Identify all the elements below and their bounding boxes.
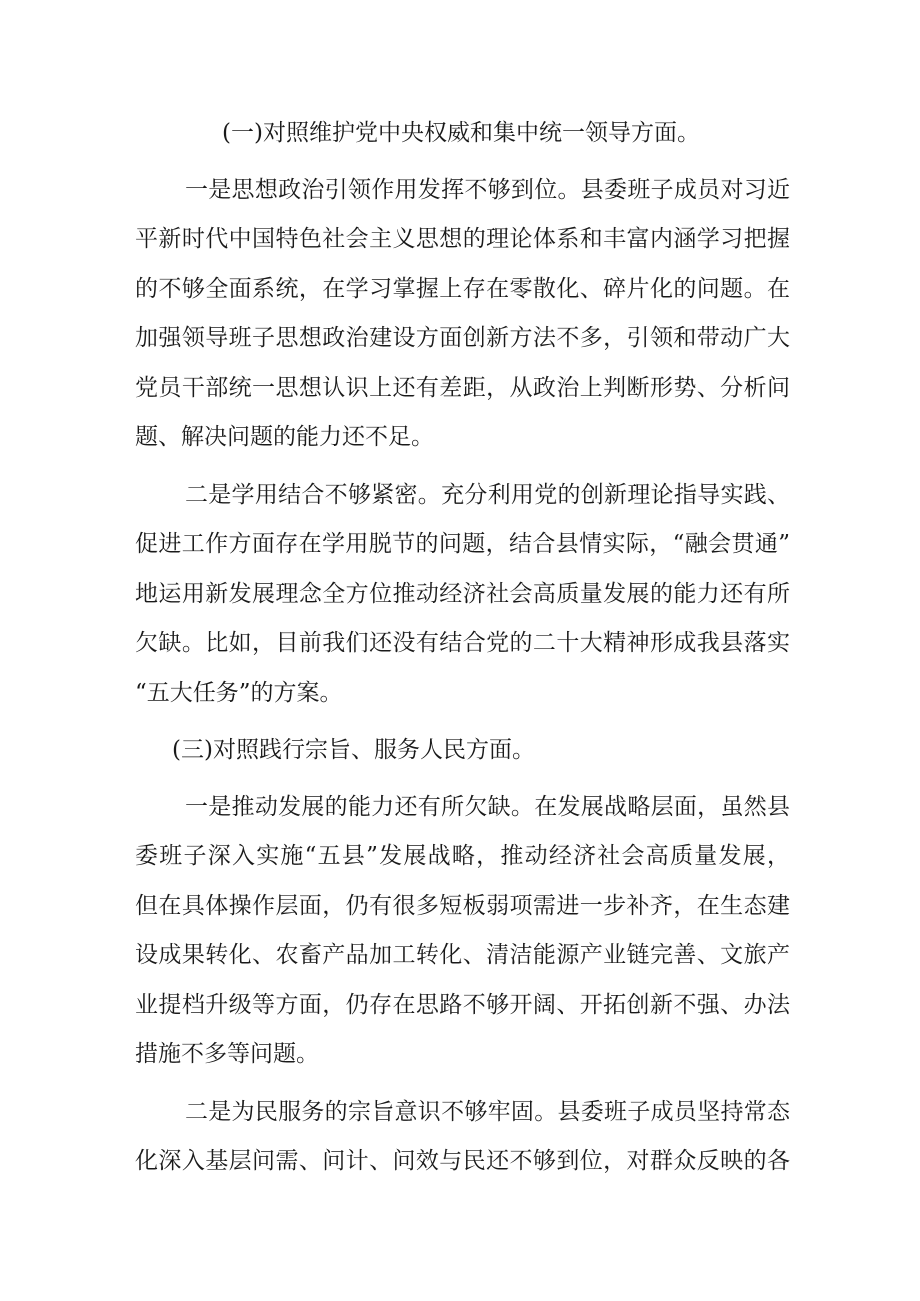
paragraph-line: 委班子深入实施“五县”发展战略，推动经济社会高质量发展， (135, 843, 790, 869)
paragraph-line: 一是推动发展的能力还有所欠缺。在发展战略层面，虽然县 (185, 794, 790, 820)
paragraph-line: 一是思想政治引领作用发挥不够到位。县委班子成员对习近 (185, 177, 790, 203)
paragraph-line: 题、解决问题的能力还不足。 (135, 424, 434, 450)
paragraph-line: 欠缺。比如，目前我们还没有结合党的二十大精神形成我县落实 (135, 630, 790, 656)
paragraph-line: 但在具体操作层面，仍有很多短板弱项需进一步补齐，在生态建 (135, 893, 790, 919)
paragraph-line: 措施不多等问题。 (135, 1041, 319, 1067)
paragraph-line: 地运用新发展理念全方位推动经济社会高质量发展的能力还有所 (135, 581, 790, 607)
paragraph-line: 加强领导班子思想政治建设方面创新方法不多，引领和带动广大 (135, 325, 790, 351)
paragraph-line: “五大任务”的方案。 (135, 680, 343, 706)
paragraph-line: 设成果转化、农畜产品加工转化、清洁能源产业链完善、文旅产 (135, 942, 790, 968)
paragraph-line: 二是学用结合不够紧密。充分利用党的创新理论指导实践、 (185, 482, 790, 508)
paragraph-line: 促进工作方面存在学用脱节的问题，结合县情实际，“融会贯通” (135, 531, 790, 557)
section-heading-1: (一)对照维护党中央权威和集中统一领导方面。 (222, 120, 700, 146)
paragraph-line: 业提档升级等方面，仍存在思路不够开阔、开拓创新不强、办法 (135, 992, 790, 1018)
paragraph-line: 平新时代中国特色社会主义思想的理论体系和丰富内涵学习把握 (135, 226, 790, 252)
paragraph-line: 党员干部统一思想认识上还有差距，从政治上判断形势、分析问 (135, 375, 790, 401)
paragraph-line: 的不够全面系统，在学习掌握上存在零散化、碎片化的问题。在 (135, 276, 790, 302)
paragraph-line: 化深入基层问需、问计、问效与民还不够到位，对群众反映的各 (135, 1148, 790, 1174)
paragraph-line: 二是为民服务的宗旨意识不够牢固。县委班子成员坚持常态 (185, 1099, 790, 1125)
section-heading-3: (三)对照践行宗旨、服务人民方面。 (172, 737, 535, 763)
